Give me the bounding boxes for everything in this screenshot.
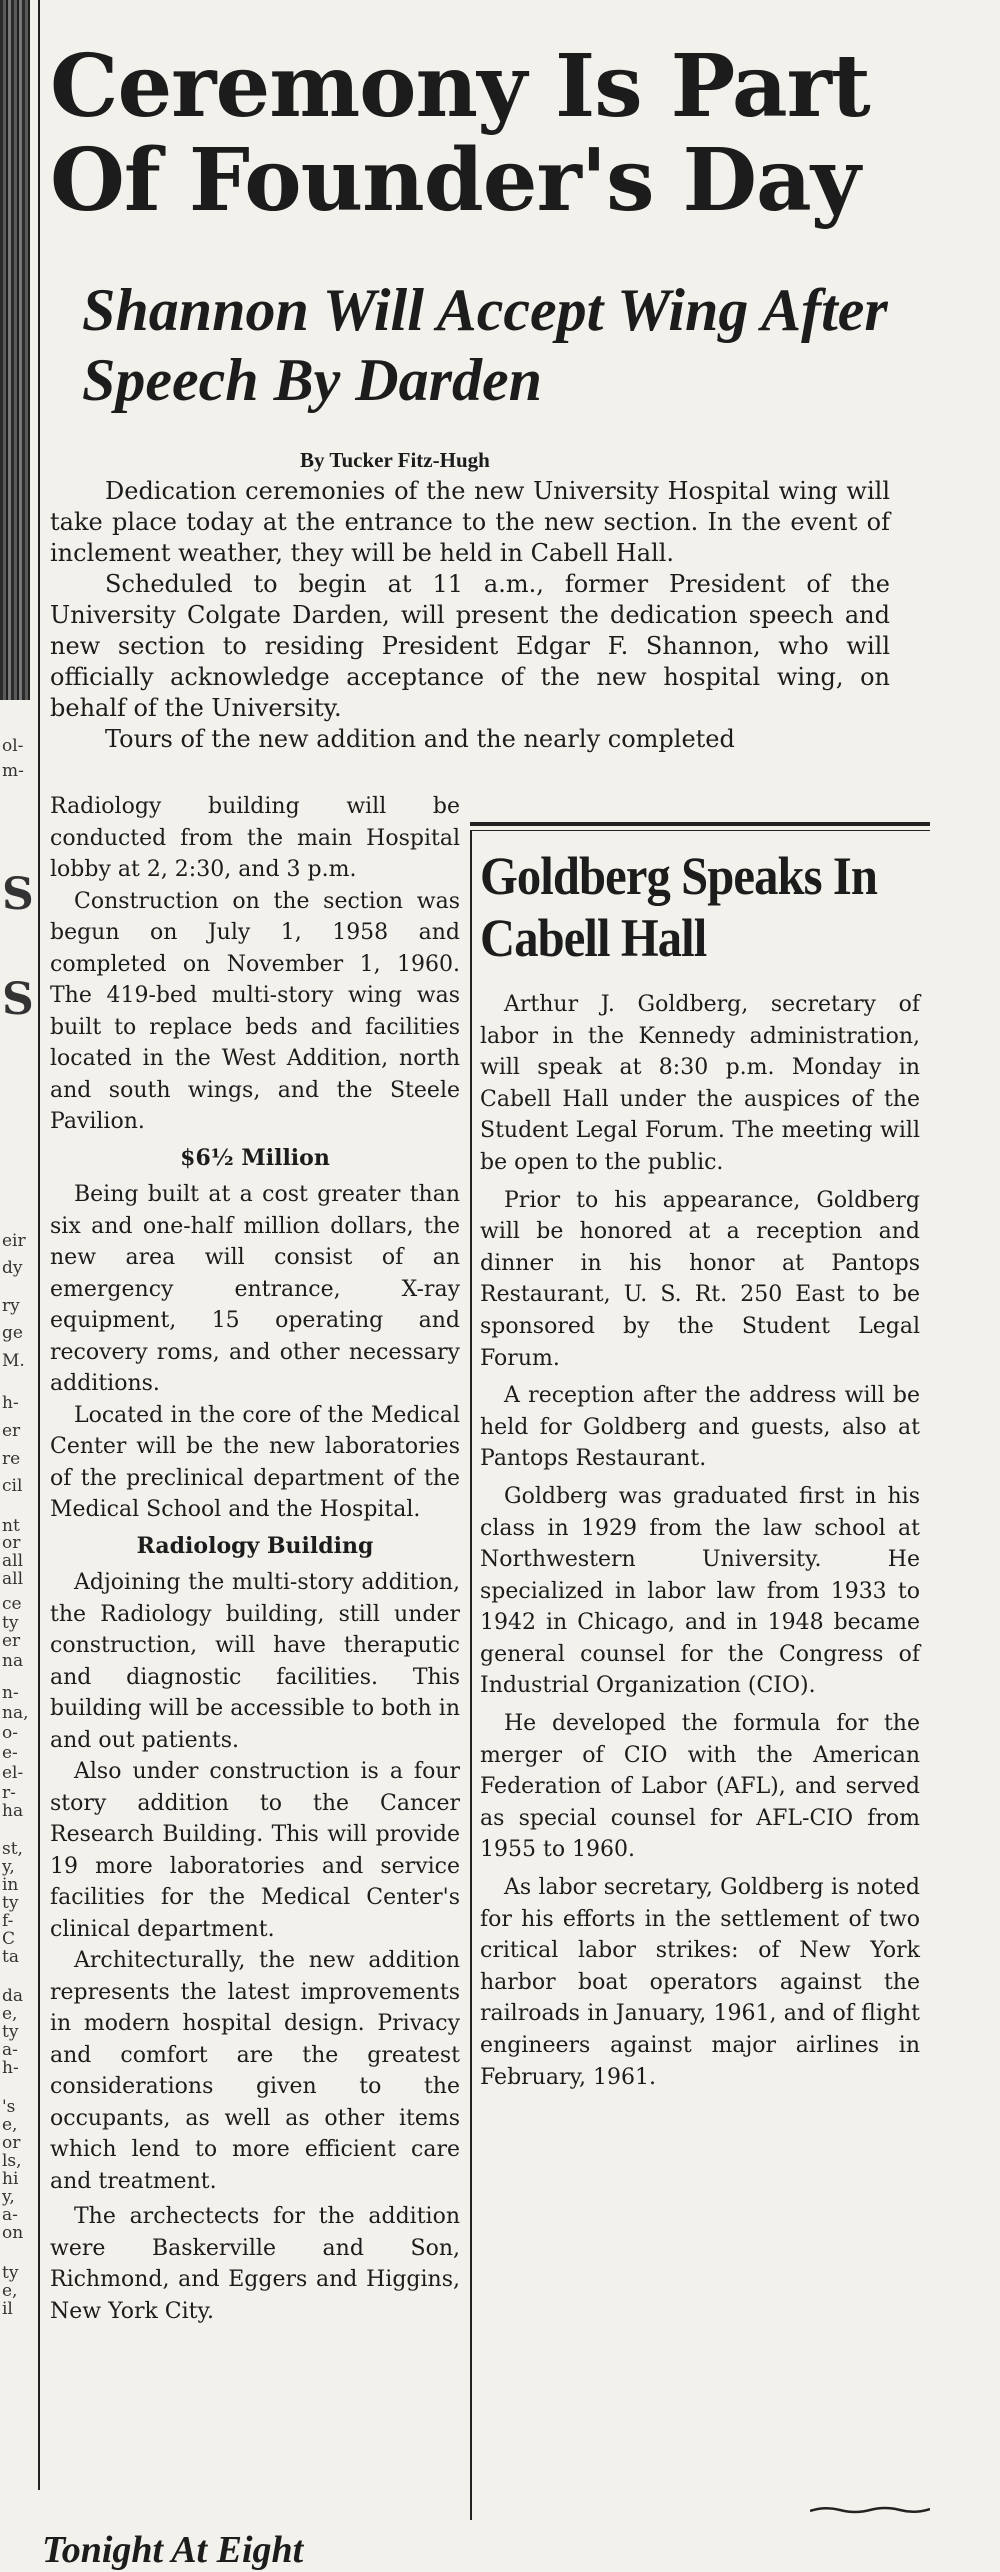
edge-text-fragment: hi	[2, 2169, 19, 2189]
sidebar-top-rule	[470, 822, 930, 826]
left-column-fragment	[0, 0, 34, 2571]
edge-text-fragment: da	[2, 1986, 24, 2006]
edge-text-fragment: y,	[2, 1857, 15, 1877]
edge-text-fragment: on	[2, 2223, 24, 2243]
edge-text-fragment: ls,	[2, 2151, 22, 2171]
article-column	[50, 791, 460, 2327]
edge-text-fragment: y,	[2, 2187, 15, 2207]
edge-text-fragment: er	[2, 1421, 21, 1441]
edge-text-fragment: ha	[2, 1801, 24, 1821]
paragraph: He developed the formula for the merger of CIO with the American Federation of Labor (AFL), and served as special counsel for AFL-CIO from 1955 to 1960.	[480, 1711, 920, 1863]
edge-text-fragment: ry	[2, 1296, 20, 1316]
sidebar-article	[480, 845, 920, 2099]
end-rule	[810, 2505, 930, 2515]
paragraph: The archectects for the addition were Baskerville and Son, Richmond, and Eggers and Higgins, New York City.	[50, 2204, 460, 2324]
cropped-photo-edge	[0, 0, 30, 700]
edge-text-fragment: S	[2, 975, 34, 1025]
sidebar-top-rule-thin	[470, 830, 930, 831]
next-headline-fragment: Tonight At Eight	[42, 2529, 304, 2571]
section-subheading: Radiology Building	[136, 1532, 374, 1559]
edge-text-fragment: ge	[2, 1323, 23, 1343]
headline: Ceremony Is Part Of Founder's Day	[50, 36, 870, 231]
sidebar-body	[480, 989, 920, 2093]
subheadline: Shannon Will Accept Wing After Speech By Darden	[82, 277, 888, 413]
paragraph: Scheduled to begin at 11 a.m., former President of the University Colgate Darden, will present the dedication speech and new section to residing President Edgar F. Shannon, who will officially acknowledge acceptance of the new hospital wing, on behalf of the University.	[50, 570, 890, 722]
edge-text-fragment: e,	[2, 2004, 18, 2024]
edge-text-fragment: m-	[2, 761, 24, 781]
paragraph: Tours of the new addition and the nearly completed	[105, 725, 735, 753]
edge-text-fragment: er	[2, 1631, 21, 1651]
edge-text-fragment: e-	[2, 1743, 18, 1763]
section-subheading: $6½ Million	[180, 1144, 330, 1171]
edge-text-fragment: ce	[2, 1594, 22, 1614]
paragraph: Architecturally, the new addition represents the latest improvements in modern hospital design. Privacy and comfort are the greatest considerations given to the occupants, as well as other items which lend to more efficient care and treatment.	[50, 1948, 460, 2194]
edge-text-fragment: ty	[2, 2022, 19, 2042]
paragraph: A reception after the address will be held for Goldberg and guests, also at Pantops Restaurant.	[480, 1383, 920, 1472]
edge-text-fragment: ty	[2, 1893, 19, 1913]
edge-text-fragment: 's	[2, 2097, 16, 2117]
paragraph: Also under construction is a four story addition to the Cancer Research Building. This will provide 19 more laboratories and service facilities for the Medical Center's clinical department.	[50, 1759, 460, 1942]
paragraph: Prior to his appearance, Goldberg will be honored at a reception and dinner in his honor at Pantops Restaurant, U. S. Rt. 250 East to be sponsored by the Student Legal Forum.	[480, 1187, 920, 1371]
edge-text-fragment: in	[2, 1875, 19, 1895]
edge-text-fragment: nt	[2, 1516, 20, 1536]
edge-text-fragment: o-	[2, 1723, 18, 1743]
edge-text-fragment: na,	[2, 1703, 29, 1723]
paragraph: Dedication ceremonies of the new University Hospital wing will take place today at the entrance to the new section. In the event of inclement weather, they will be held in Cabell Hall.	[50, 477, 890, 567]
edge-text-fragment: C	[2, 1929, 16, 1949]
edge-text-fragment: dy	[2, 1258, 23, 1278]
edge-text-fragment: ty	[2, 1613, 19, 1633]
edge-text-fragment: ol-	[2, 736, 24, 756]
edge-text-fragment: M.	[2, 1351, 25, 1371]
paragraph: Goldberg was graduated first in his class in 1929 from the law school at Northwestern University. He specialized in labor law from 1933 to 1942 in Chicago, and in 1948 became general counsel for the Congress of Industrial Organization (CIO).	[480, 1483, 920, 1699]
edge-text-fragment: ta	[2, 1947, 19, 1967]
edge-text-fragment: na	[2, 1651, 24, 1671]
paragraph: As labor secretary, Goldberg is noted for his efforts in the settlement of two critical labor strikes: of New York harbor boat operators against the railroads in January, 1961, and of flight engineers against major airlines in February, 1961.	[480, 1875, 920, 2090]
edge-text-fragment: h-	[2, 1393, 19, 1413]
edge-text-fragment: r-	[2, 1783, 16, 1803]
edge-text-fragment: all	[2, 1569, 24, 1589]
edge-text-fragment: e,	[2, 2115, 18, 2135]
edge-text-fragment: n-	[2, 1683, 19, 1703]
edge-text-fragment: all	[2, 1551, 24, 1571]
edge-text-fragment: il	[2, 2299, 13, 2319]
edge-text-fragment: or	[2, 2133, 21, 2153]
column-rule-left	[38, 0, 40, 2490]
sidebar-headline: Goldberg Speaks In Cabell Hall	[480, 846, 878, 968]
paragraph: Located in the core of the Medical Center will be the new laboratories of the preclinical department of the Medical School and the Hospital.	[50, 1402, 460, 1522]
edge-text-fragment: or	[2, 1533, 21, 1553]
paragraph: Arthur J. Goldberg, secretary of labor in the Kennedy administration, will speak at 8:30 p.m. Monday in Cabell Hall under the auspices of the Student Legal Forum. The meeting will be open to the public.	[480, 992, 920, 1175]
edge-text-fragment: re	[2, 1449, 21, 1469]
column-rule-middle	[470, 830, 472, 2520]
paragraph: Radiology building will be conducted from the main Hospital lobby at 2, 2:30, and 3 p.m.	[50, 794, 460, 882]
edge-text-fragment: a-	[2, 2205, 18, 2225]
edge-text-fragment: S	[2, 870, 34, 920]
byline: By Tucker Fitz-Hugh	[300, 448, 490, 472]
edge-text-fragment: cil	[2, 1476, 23, 1496]
lead-section	[50, 476, 890, 755]
edge-text-fragment: st,	[2, 1839, 23, 1859]
edge-text-fragment: e,	[2, 2281, 18, 2301]
edge-text-fragment: a-	[2, 2040, 18, 2060]
edge-text-fragment: el-	[2, 1763, 24, 1783]
paragraph: Construction on the section was begun on July 1, 1958 and completed on November 1, 1960. The 419-bed multi-story wing was built to replace beds and facilities located in the West Addition, north and south wings, and the Steele Pavilion.	[50, 888, 460, 1134]
edge-text-fragment: eir	[2, 1231, 26, 1251]
edge-text-fragment: ty	[2, 2263, 19, 2283]
paragraph: Adjoining the multi-story addition, the Radiology building, still under construction, will have theraputic and diagnostic facilities. This building will be accessible to both in and out patients.	[50, 1570, 460, 1753]
edge-text-fragment: h-	[2, 2058, 19, 2078]
paragraph: Being built at a cost greater than six and one-half million dollars, the new area will consist of an emergency entrance, X-ray equipment, 15 operating and recovery roms, and other necessary additions.	[50, 1182, 460, 1396]
edge-text-fragment: f-	[2, 1911, 14, 1931]
